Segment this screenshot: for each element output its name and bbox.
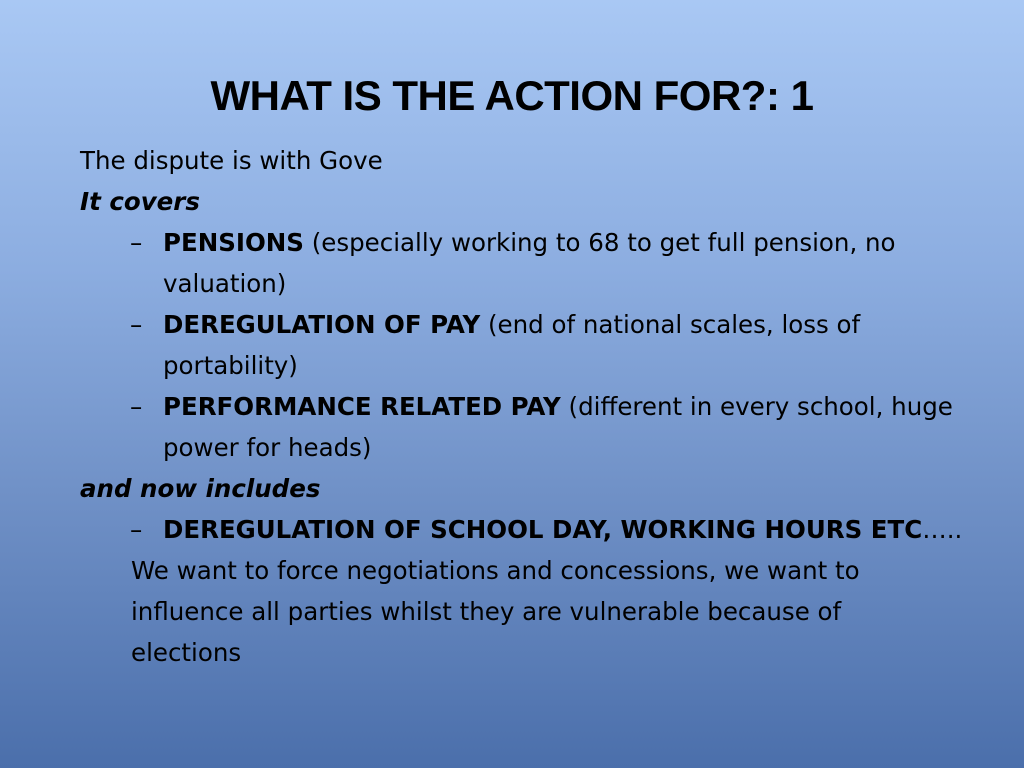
- bullet-item-deregulation-of-pay: [80, 304, 963, 386]
- bullet-bold-label: DEREGULATION OF PAY: [163, 310, 481, 339]
- includes-heading: and now includes: [80, 474, 321, 503]
- bullet-bold-label: DEREGULATION OF SCHOOL DAY, WORKING HOURS ETC: [163, 515, 923, 544]
- bullet-text: [163, 386, 963, 468]
- bullet-detail: (different in every school, huge power for heads): [163, 392, 953, 462]
- bullet-detail: (especially working to 68 to get full pension, no valuation): [163, 228, 896, 298]
- bullet-text: [163, 509, 963, 550]
- bullet-detail: (end of national scales, loss of portability): [163, 310, 861, 380]
- dash-marker: –: [130, 392, 143, 421]
- dash-marker: –: [130, 310, 143, 339]
- bullet-item-performance-related-pay: [80, 386, 963, 468]
- closing-text: We want to force negotiations and concessions, we want to influence all parties whilst they are vulnerable because of elections: [131, 556, 860, 667]
- bullet-item-deregulation-of-school-day: [80, 509, 963, 550]
- dash-marker: –: [130, 515, 143, 544]
- intro-text: The dispute is with Gove: [80, 146, 383, 175]
- covers-heading: It covers: [80, 187, 200, 216]
- bullet-text: [163, 304, 963, 386]
- bullet-text: [163, 222, 963, 304]
- slide-title: WHAT IS THE ACTION FOR?: 1: [210, 72, 814, 119]
- slide-content: [80, 140, 963, 673]
- bullet-bold-label: PERFORMANCE RELATED PAY: [163, 392, 561, 421]
- dash-marker: –: [130, 228, 143, 257]
- bullet-bold-label: PENSIONS: [163, 228, 304, 257]
- bullet-item-pensions: [80, 222, 963, 304]
- bullet-detail: …..: [922, 515, 963, 544]
